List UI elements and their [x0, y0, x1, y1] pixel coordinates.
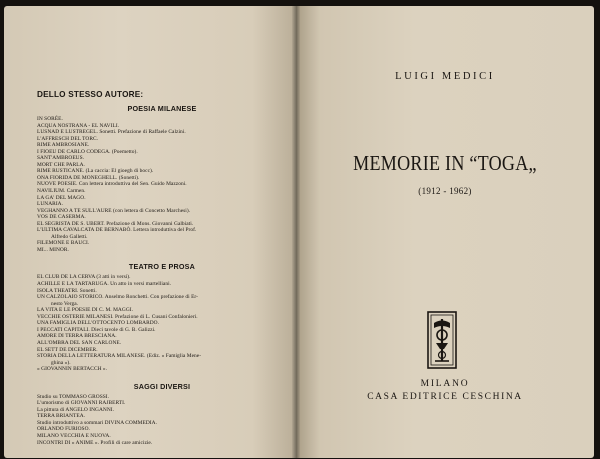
bibliography-heading: DELLO STESSO AUTORE:	[37, 90, 144, 99]
section-title: SAGGI DIVERSI	[133, 381, 191, 391]
list-item: Alfredo Galletti.	[51, 233, 88, 240]
publisher-city: MILANO	[420, 379, 470, 389]
list-item: L'ULTIMA CAVALCATA DE BERNABÒ. Lettera introduttiva del Prof.	[37, 227, 197, 234]
list-item: INCONTRI DI « ANIME ». Profili di care amicizie.	[37, 439, 153, 446]
list-item: ISOLA THEATRI. Sonetti.	[37, 287, 97, 294]
list-item: I FIOEU DE CARLO CODEGA. (Poemetto).	[37, 148, 138, 155]
book-gutter	[292, 6, 300, 458]
work-list	[37, 116, 287, 253]
list-item: LA VITA E LE POESIE DI C. M. MAGGI.	[37, 307, 133, 314]
list-item: ALL'OMBRA DEL SAN CARLONE.	[37, 339, 122, 346]
list-item: « GIOVANNIN BERTACCH ».	[37, 366, 108, 373]
list-item: NUOVE POESIE. Con lettera introduttiva del Sen. Guido Mazzoni.	[37, 181, 187, 188]
list-item: La pittura di ANGELO INGANNI.	[37, 406, 115, 413]
list-item: IN SORÉE.	[37, 116, 63, 122]
list-item: NAVILIUM. Carmen.	[37, 188, 86, 195]
section-spacer	[37, 253, 287, 258]
list-item: TERRA BRIANTEA.	[37, 413, 86, 420]
section-spacer	[37, 373, 287, 378]
work-list	[37, 274, 287, 372]
list-item: ORLANDO FURIOSO.	[37, 426, 90, 433]
open-book	[4, 6, 594, 458]
book-years: (1912 - 1962)	[418, 186, 472, 196]
work-list	[37, 394, 287, 446]
list-item: L'umorismo di GIOVANNI RAJBERTI.	[37, 400, 126, 407]
title-page	[296, 6, 594, 458]
list-item: LUNARIA.	[37, 201, 64, 208]
list-item: MI... MINOR.	[37, 246, 69, 253]
publisher-name: CASA EDITRICE CESCHINA	[367, 392, 523, 402]
list-item: Studio introduttivo a sommari DIVINA COMMEDIA.	[37, 419, 157, 426]
section-title: TEATRO E PROSA	[128, 262, 196, 272]
list-item: VOS DE CASERMA.	[37, 214, 86, 221]
list-item: nesto Verga.	[51, 300, 79, 307]
list-item: STORIA DELLA LETTERATURA MILANESE. (Ediz. « Famiglia Mene-	[37, 353, 202, 360]
section-title: POESIA MILANESE	[127, 104, 197, 113]
list-item: FILEMONE E BAUCI.	[37, 240, 90, 247]
bibliography-sections	[37, 104, 287, 446]
list-item: UNA FAMIGLIA DELL'OTTOCENTO LOMBARDO.	[37, 320, 160, 327]
list-item: EL SETT DE DICEMBER.	[37, 346, 98, 353]
bibliography	[37, 90, 287, 446]
list-item: EL SEGRISTA DE S. UBERT. Prefazione di Mons. Giovanni Galbiati.	[37, 220, 194, 227]
list-item: VECCHIE OSTERIE MILANESI. Prefazione di L. Cusani Confalonieri.	[37, 313, 198, 320]
list-item: ONA FIORIDA DE MONEGHELL. (Sonetti).	[37, 174, 140, 181]
author-name: LUIGI MEDICI	[395, 71, 495, 82]
list-item: VEGHANNO A TE SULL'AURE (con lettera di Concetto Marchesi).	[37, 207, 191, 214]
list-item: MILANO VECCHIA E NUOVA.	[37, 432, 111, 439]
list-item: SANT'AMBROEUS.	[37, 155, 85, 162]
left-page	[4, 6, 296, 458]
list-item: LUSNAD E LUSTREGEL. Sonetti. Prefazione di Raffaele Calzini.	[37, 129, 186, 136]
publisher-mark-icon	[427, 311, 457, 369]
list-item: MORT CHE PARLA.	[37, 161, 85, 168]
list-item: Studio su TOMMASO GROSSI.	[37, 393, 110, 400]
book-title: MEMORIE IN “TOGA„	[353, 151, 537, 175]
list-item: RIME RUSTICANE. (La caccia: El gioegh di bocc).	[37, 168, 154, 175]
list-item: LA GA' DEL MAGO.	[37, 194, 86, 201]
list-item: I PECCATI CAPITALI. Dieci tavole di G. B. Galizzi.	[37, 326, 156, 333]
list-item: RIME AMBROSIANE.	[37, 142, 90, 149]
list-item: L'AFFRESCH DEL TORC.	[37, 135, 99, 142]
list-item: EL CLUB DE LA CERVA (3 atti in versi).	[37, 274, 131, 281]
list-item: ACQUA NOSTRANA - EL NAVILI.	[37, 122, 120, 129]
list-item: UN CALZOLAIO STORICO. Anselmo Ronchetti. Con prefazione di Er-	[37, 294, 198, 301]
list-item: ghina »).	[51, 359, 71, 366]
list-item: AMORE DI TERRA BRESCIANA.	[37, 333, 117, 340]
list-item: ACHILLE E LA TARTARUGA. Un atto in versi martelliani.	[37, 281, 172, 288]
